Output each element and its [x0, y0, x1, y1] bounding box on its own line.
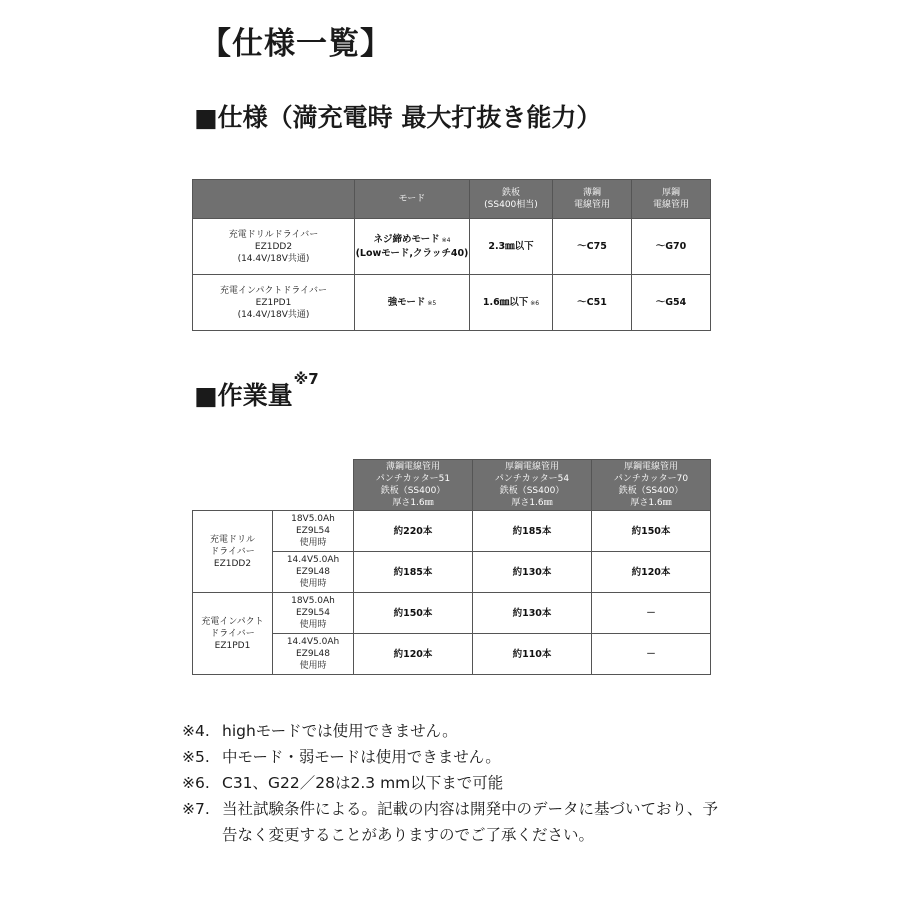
amount-cell: [354, 552, 473, 593]
mode-label: 強モード: [387, 296, 426, 308]
plate-value: 2.3㎜以下: [488, 241, 534, 252]
thin-cell: [553, 275, 632, 331]
battery-cell: [273, 593, 354, 634]
header-label: 鉄板 (SS400相当): [484, 188, 538, 210]
note-number: ※5.: [182, 748, 210, 766]
thick-cell: [632, 219, 711, 275]
note-mark: ※6: [530, 299, 540, 307]
tool-name-cell: [193, 593, 273, 675]
thin-cell: [553, 219, 632, 275]
amount-value: 約130本: [512, 566, 552, 578]
amount-cell: [473, 593, 592, 634]
battery-label: 18V5.0Ah EZ9L54 使用時: [291, 596, 335, 630]
note-mark: ※4: [441, 237, 451, 244]
spec-table: [192, 179, 711, 331]
note-item: [182, 770, 722, 796]
note-text: highモードでは使用できません。: [222, 722, 458, 740]
header-label: モード: [398, 194, 426, 204]
mode-cell: [355, 219, 470, 275]
tool-name-cell: [193, 275, 355, 331]
spec-header-plate: [470, 180, 553, 219]
amount-cell: [592, 511, 711, 552]
table-row: [193, 219, 711, 275]
spec-header-corner: [193, 180, 355, 219]
amount-value: －: [646, 648, 656, 660]
thick-value: ～G70: [655, 241, 687, 252]
work-heading: [194, 370, 319, 412]
note-item: [182, 796, 722, 848]
amount-cell: [473, 634, 592, 675]
amount-value: －: [646, 607, 656, 619]
tool-name: 充電インパクト ドライバー EZ1PD1: [201, 616, 264, 651]
amount-value: 約120本: [393, 648, 433, 660]
amount-cell: [354, 511, 473, 552]
work-table: [192, 459, 711, 675]
amount-cell: [354, 593, 473, 634]
notes-list: [182, 718, 722, 848]
table-row: [193, 275, 711, 331]
work-header-cutter70: [592, 460, 711, 511]
thick-cell: [632, 275, 711, 331]
thin-value: ～C75: [577, 241, 607, 252]
work-header-corner: [193, 460, 354, 511]
note-text: 当社試験条件による。記載の内容は開発中のデータに基づいており、予告なく変更することがありますのでご了承ください。: [222, 800, 719, 844]
amount-value: 約130本: [512, 607, 552, 619]
plate-cell: [470, 219, 553, 275]
amount-value: 約120本: [631, 566, 671, 578]
tool-name-cell: [193, 511, 273, 593]
amount-value: 約185本: [393, 566, 433, 578]
mode-cell: [355, 275, 470, 331]
amount-value: 約220本: [393, 525, 433, 537]
header-label: 厚鋼電線管用 パンチカッター70 鉄板（SS400） 厚さ1.6㎜: [613, 462, 689, 508]
mode-label: ネジ締めモード: [373, 234, 440, 245]
amount-value: 約150本: [393, 607, 433, 619]
note-text: 中モード・弱モードは使用できません。: [222, 748, 501, 766]
amount-value: 約150本: [631, 525, 671, 537]
amount-value: 約185本: [512, 525, 552, 537]
plate-cell: [470, 275, 553, 331]
note-item: [182, 718, 722, 744]
battery-label: 14.4V5.0Ah EZ9L48 使用時: [286, 637, 340, 671]
tool-name: 充電ドリル ドライバー EZ1DD2: [209, 534, 255, 569]
note-number: ※6.: [182, 774, 210, 792]
tool-name: 充電インパクトドライバー EZ1PD1 (14.4V/18V共通): [220, 285, 327, 320]
header-label: 厚鋼電線管用 パンチカッター54 鉄板（SS400） 厚さ1.6㎜: [494, 462, 570, 508]
battery-label: 14.4V5.0Ah EZ9L48 使用時: [286, 555, 340, 589]
page-title: 【仕様一覧】: [200, 26, 392, 62]
header-label: 薄鋼 電線管用: [573, 188, 610, 210]
spec-header-mode: [355, 180, 470, 219]
battery-cell: [273, 634, 354, 675]
amount-cell: [354, 634, 473, 675]
battery-cell: [273, 511, 354, 552]
tool-name: 充電ドリルドライバー EZ1DD2 (14.4V/18V共通): [228, 229, 319, 264]
table-row: [193, 511, 711, 552]
amount-value: 約110本: [512, 648, 552, 660]
note-number: ※7.: [182, 800, 210, 818]
table-row: [193, 593, 711, 634]
header-label: 薄鋼電線管用 パンチカッター51 鉄板（SS400） 厚さ1.6㎜: [375, 462, 451, 508]
amount-cell: [592, 593, 711, 634]
note-number: ※4.: [182, 722, 210, 740]
amount-cell: [592, 634, 711, 675]
spec-header-thin: [553, 180, 632, 219]
work-header-cutter51: [354, 460, 473, 511]
work-header-row: [193, 460, 711, 511]
note-mark: ※7: [293, 370, 319, 388]
amount-cell: [473, 552, 592, 593]
spec-header-row: [193, 180, 711, 219]
note-item: [182, 744, 722, 770]
work-heading-text: ■作業量: [194, 381, 293, 410]
header-label: 厚鋼 電線管用: [652, 188, 689, 210]
amount-cell: [473, 511, 592, 552]
plate-value: 1.6㎜以下: [482, 296, 529, 308]
thin-value: ～C51: [577, 297, 607, 308]
note-mark: ※5: [427, 299, 437, 307]
tool-name-cell: [193, 219, 355, 275]
thick-value: ～G54: [655, 297, 687, 308]
amount-cell: [592, 552, 711, 593]
spec-header-thick: [632, 180, 711, 219]
note-text: C31、G22／28は2.3 mm以下まで可能: [222, 774, 504, 792]
spec-heading: ■仕様（満充電時 最大打抜き能力）: [194, 103, 602, 132]
battery-cell: [273, 552, 354, 593]
mode-sub: (Lowモード,クラッチ40): [355, 248, 469, 259]
work-header-cutter54: [473, 460, 592, 511]
battery-label: 18V5.0Ah EZ9L54 使用時: [291, 514, 335, 548]
